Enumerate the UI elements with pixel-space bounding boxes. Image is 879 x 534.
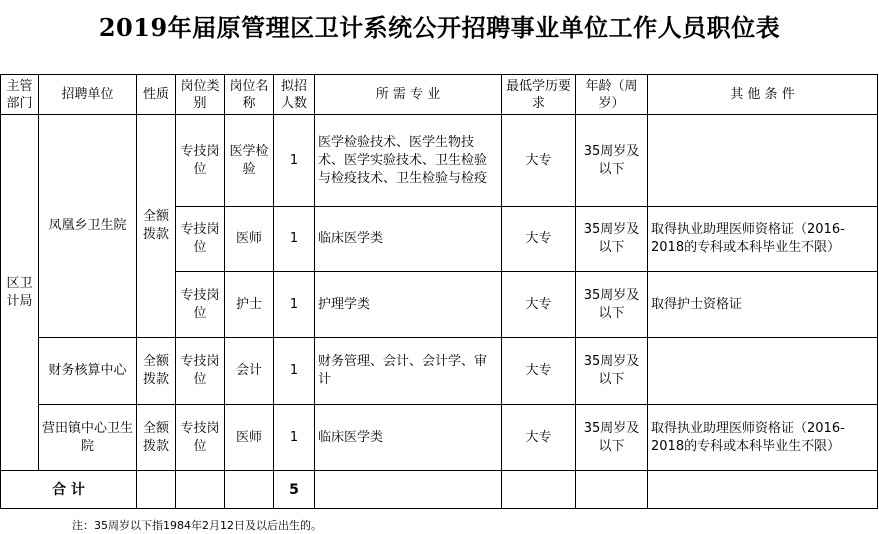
header-age: 年龄（周岁） <box>576 75 648 115</box>
header-other: 其 他 条 件 <box>648 75 878 115</box>
total-row <box>1 471 878 509</box>
age-cell: 35周岁及以下 <box>576 338 648 405</box>
age-cell: 35周岁及以下 <box>576 207 648 272</box>
header-position: 岗位名称 <box>225 75 274 115</box>
empty-cell <box>137 471 176 509</box>
other-cell: 取得执业助理医师资格证（2016-2018的专科或本科毕业生不限） <box>648 405 878 471</box>
category-cell: 专技岗位 <box>176 207 225 272</box>
empty-cell <box>225 471 274 509</box>
header-count: 拟招人数 <box>274 75 315 115</box>
empty-cell <box>502 471 576 509</box>
major-cell: 临床医学类 <box>315 405 502 471</box>
table-row <box>1 115 878 207</box>
header-nature: 性质 <box>137 75 176 115</box>
position-cell: 医师 <box>225 207 274 272</box>
header-category: 岗位类别 <box>176 75 225 115</box>
other-cell: 取得护士资格证 <box>648 272 878 338</box>
other-cell: 取得执业助理医师资格证（2016-2018的专科或本科毕业生不限） <box>648 207 878 272</box>
major-cell: 临床医学类 <box>315 207 502 272</box>
category-cell: 专技岗位 <box>176 338 225 405</box>
count-cell: 1 <box>274 207 315 272</box>
header-unit: 招聘单位 <box>39 75 137 115</box>
nature-cell: 全额拨款 <box>137 115 176 338</box>
education-cell: 大专 <box>502 207 576 272</box>
unit-cell: 财务核算中心 <box>39 338 137 405</box>
empty-cell <box>576 471 648 509</box>
position-cell: 护士 <box>225 272 274 338</box>
count-cell: 1 <box>274 405 315 471</box>
position-cell: 医师 <box>225 405 274 471</box>
header-major: 所 需 专 业 <box>315 75 502 115</box>
major-cell: 财务管理、会计、会计学、审计 <box>315 338 502 405</box>
count-cell: 1 <box>274 115 315 207</box>
nature-cell: 全额拨款 <box>137 405 176 471</box>
age-cell: 35周岁及以下 <box>576 115 648 207</box>
count-cell: 1 <box>274 338 315 405</box>
category-cell: 专技岗位 <box>176 405 225 471</box>
other-cell <box>648 338 878 405</box>
other-cell <box>648 115 878 207</box>
major-cell: 医学检验技术、医学生物技术、医学实验技术、卫生检验与检疫技术、卫生检验与检疫 <box>315 115 502 207</box>
category-cell: 专技岗位 <box>176 272 225 338</box>
empty-cell <box>315 471 502 509</box>
nature-cell: 全额拨款 <box>137 338 176 405</box>
empty-cell <box>648 471 878 509</box>
education-cell: 大专 <box>502 405 576 471</box>
page-title: 2019年届原管理区卫计系统公开招聘事业单位工作人员职位表 <box>98 13 781 42</box>
header-row <box>1 75 878 115</box>
age-cell: 35周岁及以下 <box>576 405 648 471</box>
unit-cell: 凤凰乡卫生院 <box>39 115 137 338</box>
empty-cell <box>176 471 225 509</box>
unit-cell: 营田镇中心卫生院 <box>39 405 137 471</box>
header-dept: 主管部门 <box>1 75 39 115</box>
position-cell: 医学检验 <box>225 115 274 207</box>
footnote: 注：35周岁以下指1984年2月12日及以后出生的。 <box>72 519 322 532</box>
education-cell: 大专 <box>502 338 576 405</box>
total-label: 合 计 <box>1 471 137 509</box>
category-cell: 专技岗位 <box>176 115 225 207</box>
job-positions-table <box>0 74 878 509</box>
header-education: 最低学历要求 <box>502 75 576 115</box>
total-count: 5 <box>274 471 315 509</box>
position-cell: 会计 <box>225 338 274 405</box>
age-cell: 35周岁及以下 <box>576 272 648 338</box>
education-cell: 大专 <box>502 115 576 207</box>
count-cell: 1 <box>274 272 315 338</box>
major-cell: 护理学类 <box>315 272 502 338</box>
dept-cell: 区卫计局 <box>1 115 39 471</box>
table-row <box>1 405 878 471</box>
education-cell: 大专 <box>502 272 576 338</box>
table-row <box>1 338 878 405</box>
